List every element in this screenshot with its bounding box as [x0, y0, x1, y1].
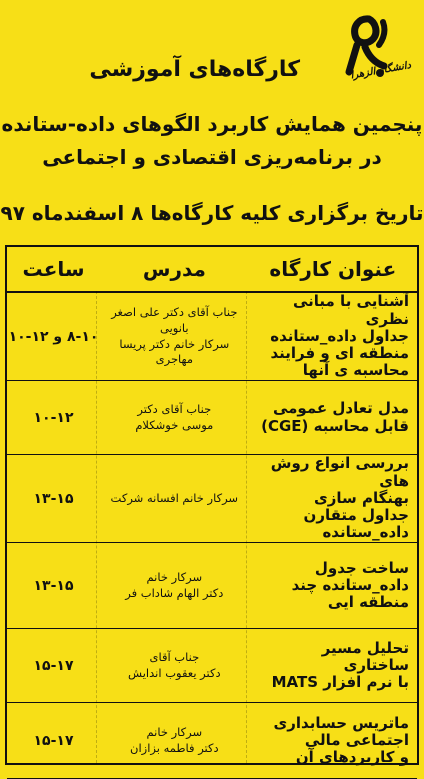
- workshop-time: ۱۰-۱۲: [33, 409, 74, 426]
- title-column-header: عنوان کارگاه: [269, 257, 397, 281]
- workshop-instructor: سرکار خانم دکتر الهام شاداب فر: [125, 569, 224, 600]
- table-row: [7, 293, 417, 381]
- workshop-time: ۱۵-۱۷: [33, 732, 74, 749]
- table-row: [7, 629, 417, 703]
- workshop-title: ماتریس حسابداری اجتماعی مالی و کاربردهای آن: [273, 713, 409, 767]
- poster-header: [0, 0, 424, 225]
- workshop-time: ۱۵-۱۷: [33, 657, 74, 674]
- university-logo-text: دانشگاه الزهرا: [349, 60, 412, 82]
- workshop-instructor: جناب آقای دکتر یعقوب اندایش: [128, 649, 221, 680]
- workshop-title: آشنایی با مبانی نظری جداول داده_ستانده منطقه ای و فرایند محاسبه ی آنها: [270, 292, 409, 380]
- table-row: [7, 381, 417, 455]
- table-header-row: [7, 247, 417, 293]
- conference-title-line-1: پنجمین همایش کاربرد الگوهای داده-ستانده: [1, 112, 423, 136]
- workshop-title: ساخت جدول داده_ستانده چند منطقه ایی: [291, 558, 409, 612]
- workshop-instructor: سرکار خانم افسانه شرکت: [110, 490, 239, 505]
- time-column-header: ساعت: [22, 257, 85, 281]
- workshop-instructor: جناب آقای دکتر موسی خوشکلام: [135, 401, 214, 432]
- workshops-title: کارگاه‌های آموزشی: [89, 57, 300, 82]
- workshop-instructor: جناب آقای دکتر علی اصغر بانویی سرکار خانم دکتر پریسا مهاجری: [111, 305, 238, 367]
- conference-title-line-2: در برنامه‌ریزی اقتصادی و اجتماعی: [42, 145, 382, 169]
- university-logo: [310, 12, 410, 88]
- workshop-time: ۱۳-۱۵: [33, 490, 74, 507]
- workshop-time: ۸-۱۰ و ۱۲-۱۰: [8, 328, 99, 345]
- table-row: [7, 455, 417, 543]
- workshop-title: مدل تعادل عمومی قابل محاسبه (CGE): [261, 399, 409, 435]
- table-row: [7, 543, 417, 629]
- workshops-date: تاریخ برگزاری کلیه کارگاه‌ها ۸ اسفندماه ۹۷: [0, 201, 424, 225]
- workshops-table: [5, 245, 419, 765]
- workshop-title: تحلیل مسیر ساختاری با نرم افزار MATS: [271, 638, 409, 692]
- instructor-column-header: مدرس: [142, 257, 206, 281]
- workshop-title: بررسی انواع روش های بهنگام سازی جداول متقارن داده_ستانده: [270, 454, 409, 542]
- workshop-instructor: سرکار خانم دکتر فاطمه بزازان: [130, 724, 219, 755]
- workshop-time: ۱۳-۱۵: [33, 577, 74, 594]
